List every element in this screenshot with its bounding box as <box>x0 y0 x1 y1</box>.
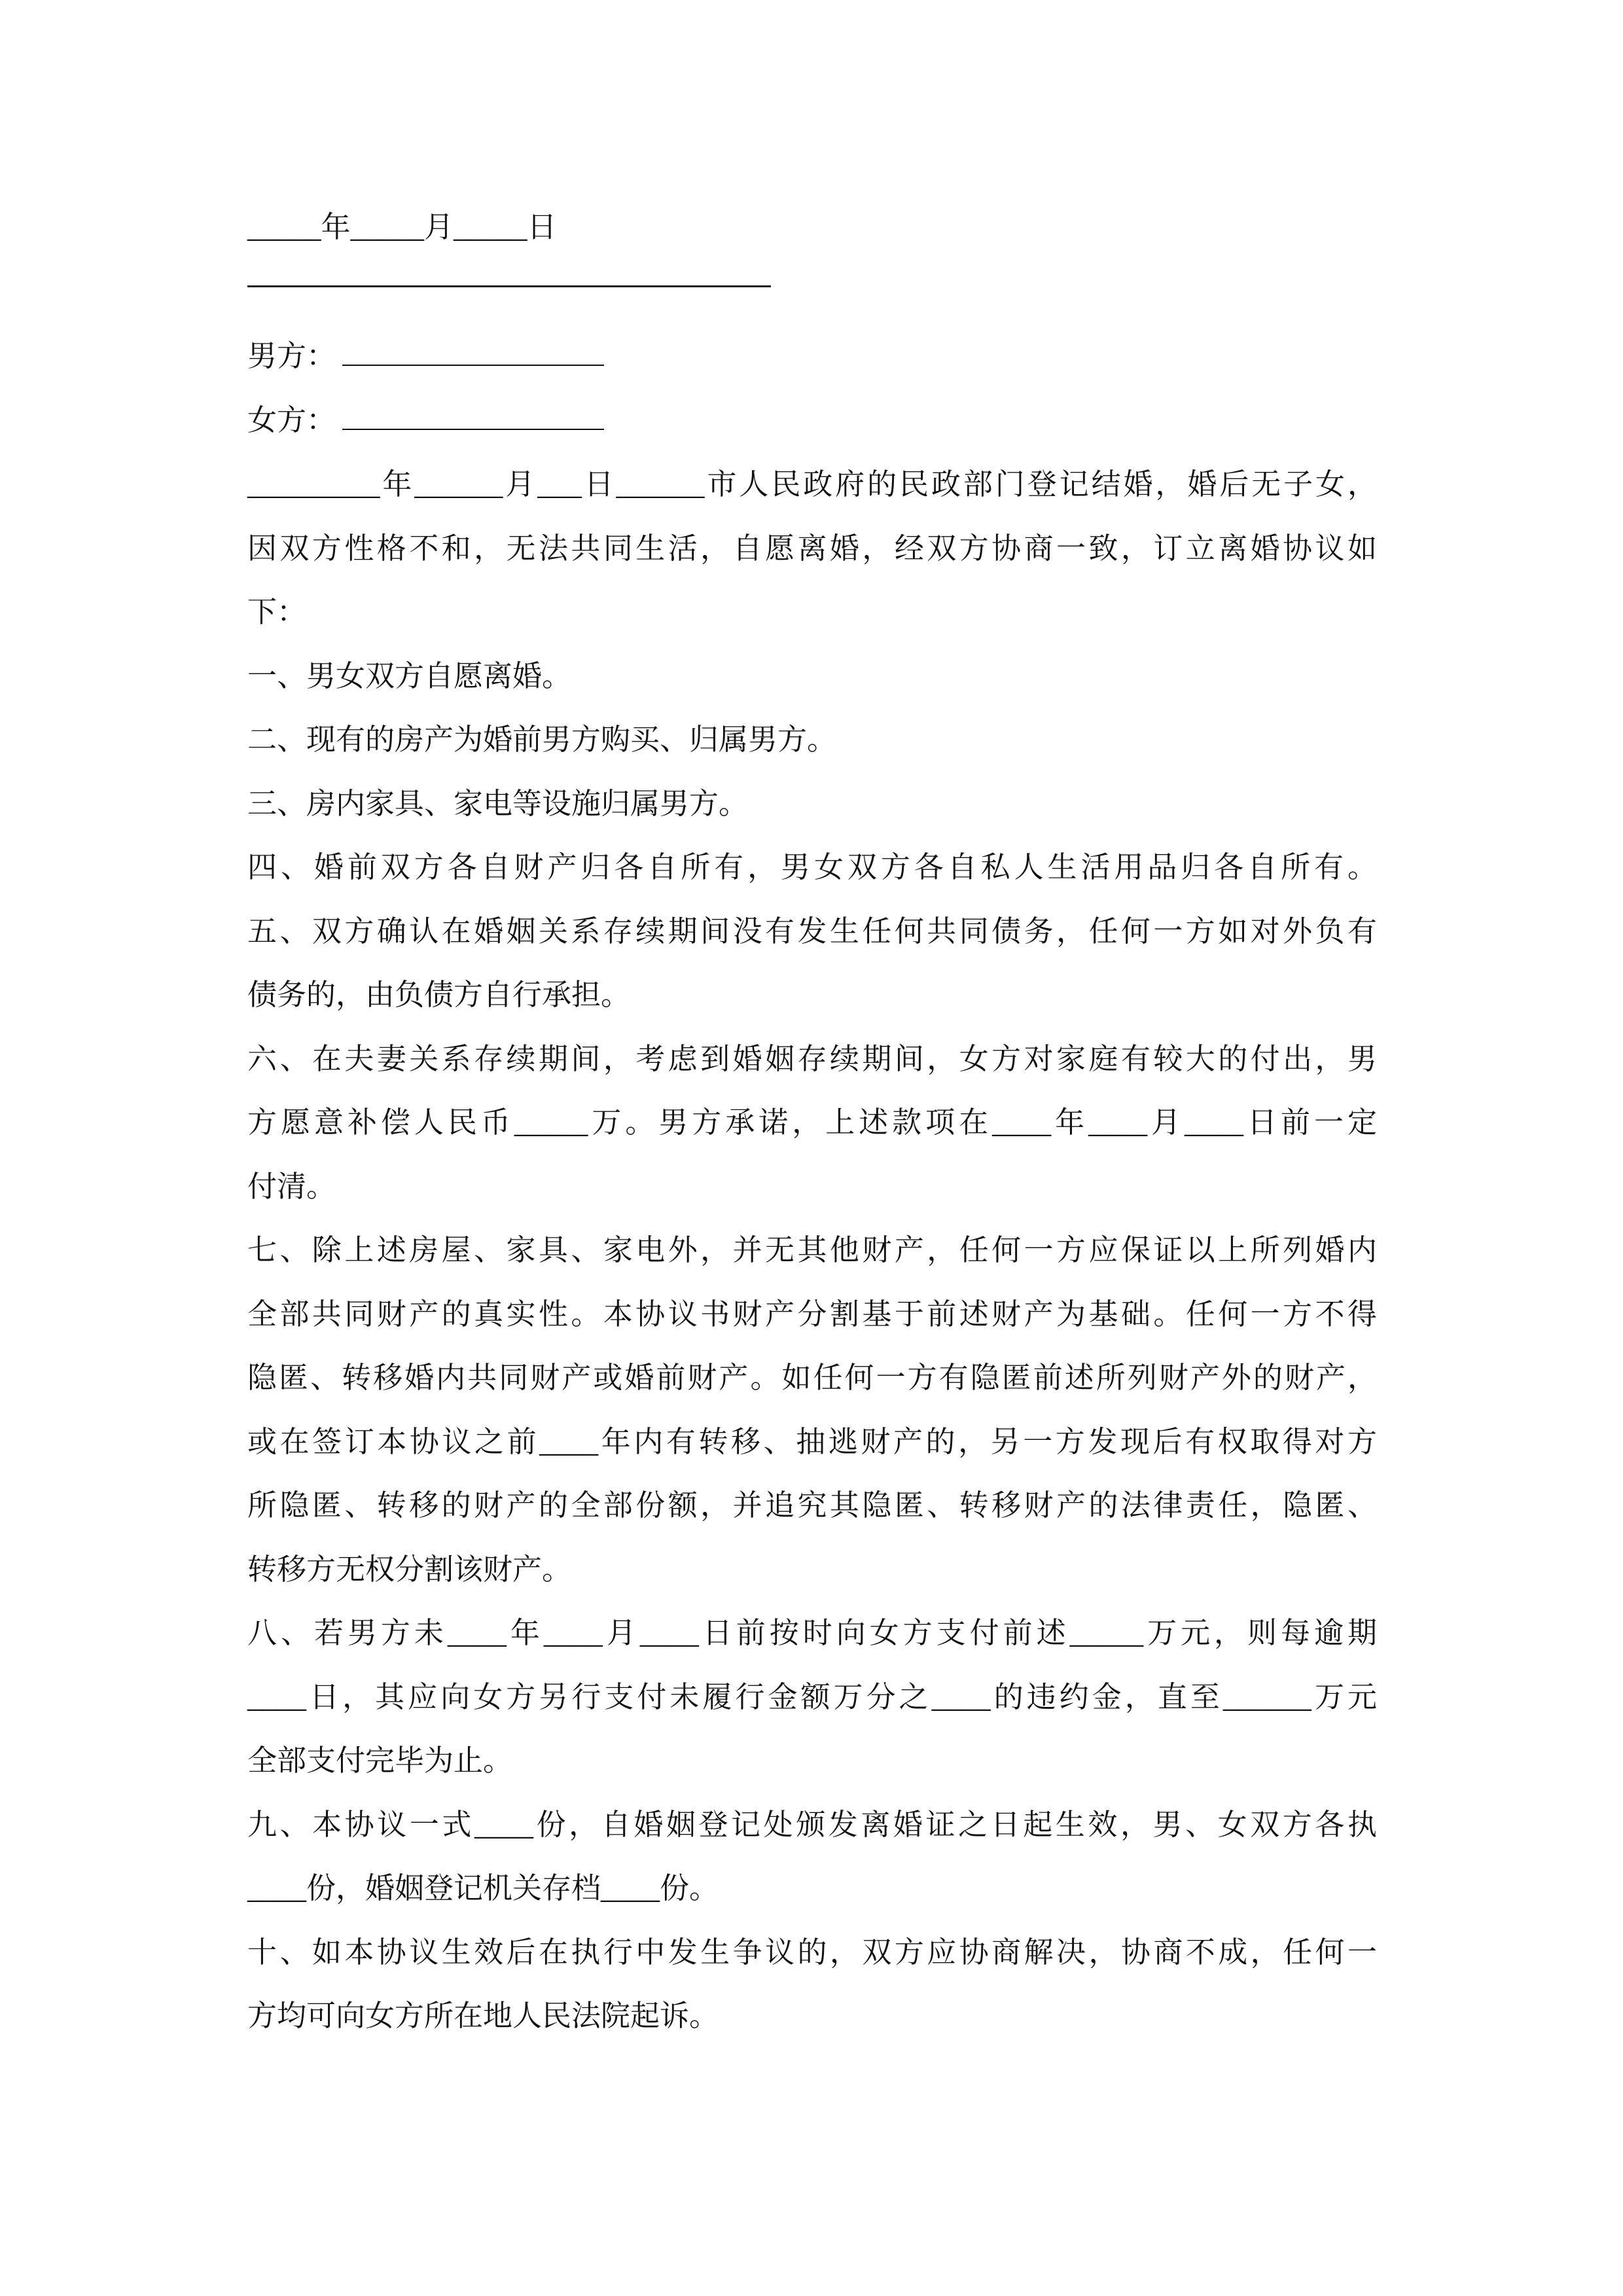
agreement-line: 十、如本协议生效后在执行中发生争议的，双方应协商解决，协商不成，任何一 <box>247 1935 1377 1969</box>
agreement-line: ____日，其应向女方另行支付未履行金额万分之____的违约金，直至______万元 <box>247 1680 1377 1713</box>
agreement-line: 三、房内家具、家电等设施归属男方。 <box>247 787 749 820</box>
agreement-line: 八、若男方未____年____月____日前按时向女方支付前述_____万元，则每逾期 <box>247 1617 1377 1649</box>
female-party-label: 女方： <box>247 404 336 437</box>
male-party-label: 男方： <box>247 340 336 372</box>
agreement-line: 四、婚前双方各自财产归各自所有，男女双方各自私人生活用品归各自所有。 <box>247 851 1377 884</box>
agreement-line: 或在签订本协议之前____年内有转移、抽逃财产的，另一方发现后有权取得对方 <box>247 1425 1377 1458</box>
date-line: _____年_____月_____日 <box>247 211 557 243</box>
agreement-line: 全部支付完毕为止。 <box>247 1744 513 1777</box>
agreement-line: 债务的，由负债方自行承担。 <box>247 978 631 1011</box>
agreement-line: 二、现有的房产为婚前男方购买、归属男方。 <box>247 723 837 756</box>
agreement-line: 一、男女双方自愿离婚。 <box>247 659 572 692</box>
agreement-line: 因双方性格不和，无法共同生活，自愿离婚，经双方协商一致，订立离婚协议如 <box>247 531 1377 565</box>
agreement-line: 方均可向女方所在地人民法院起诉。 <box>247 2000 719 2032</box>
male-party-field <box>247 327 604 385</box>
male-party-blank[interactable] <box>342 342 604 366</box>
agreement-line: 付清。 <box>247 1170 336 1203</box>
separator-rule <box>247 285 771 287</box>
agreement-line: 五、双方确认在婚姻关系存续期间没有发生任何共同债务，任何一方如对外负有 <box>247 914 1377 948</box>
female-party-field <box>247 391 604 449</box>
agreement-line: 隐匿、转移婚内共同财产或婚前财产。如任何一方有隐匿前述所列财产外的财产， <box>247 1361 1377 1394</box>
female-party-blank[interactable] <box>342 406 604 430</box>
agreement-line: _________年______月___日______市人民政府的民政部门登记结婚，婚后无子女， <box>247 468 1377 501</box>
agreement-line: 转移方无权分割该财产。 <box>247 1552 572 1586</box>
agreement-line: 七、除上述房屋、家具、家电外，并无其他财产，任何一方应保证以上所列婚内 <box>247 1234 1377 1266</box>
agreement-line: ____份，婚姻登记机关存档____份。 <box>247 1872 719 1905</box>
agreement-line: 六、在夫妻关系存续期间，考虑到婚姻存续期间，女方对家庭有较大的付出，男 <box>247 1042 1377 1075</box>
agreement-line: 全部共同财产的真实性。本协议书财产分割基于前述财产为基础。任何一方不得 <box>247 1297 1377 1331</box>
agreement-line: 下： <box>247 596 307 628</box>
agreement-line: 所隐匿、转移的财产的全部份额，并追究其隐匿、转移财产的法律责任，隐匿、 <box>247 1489 1377 1522</box>
agreement-line: 方愿意补偿人民币_____万。男方承诺，上述款项在____年____月____日前一定 <box>247 1106 1377 1139</box>
agreement-line: 九、本协议一式____份，自婚姻登记处颁发离婚证之日起生效，男、女双方各执 <box>247 1808 1377 1841</box>
